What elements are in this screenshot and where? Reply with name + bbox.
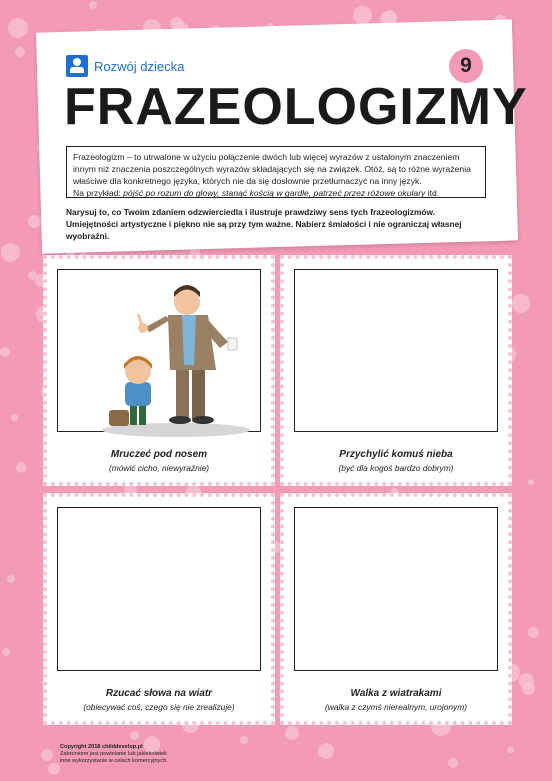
- intro-line: właściwe dla konkretnego języka, których nie da się dosłownie przetłumaczyć na inny język.: [73, 176, 422, 186]
- copyright-line: Zabronione jest powielanie lub jakiekolwiek: [60, 751, 167, 757]
- background-dot: [528, 479, 534, 485]
- background-dot: [2, 648, 10, 656]
- card-meaning: (mówić cicho, niewyraźnie): [108, 463, 210, 473]
- drawing-frame: [57, 269, 261, 432]
- copyright-note: [60, 744, 168, 765]
- copyright-line: Copyright 2018 childdevelop.pl: [60, 744, 143, 750]
- page-title: FRAZEOLOGIZMY: [64, 78, 528, 136]
- background-dot: [1, 243, 20, 262]
- background-dot: [448, 758, 458, 768]
- background-dot: [512, 294, 530, 312]
- background-dot: [15, 47, 26, 58]
- intro-example: [73, 187, 479, 198]
- background-dot: [28, 215, 41, 228]
- background-dot: [519, 673, 534, 688]
- instruction-text: Narysuj to, co Twoim zdaniem odzwierciedla i ilustruje prawdziwy sens tych frazeologizmów. Umiejętności artystyczne i piękno nie są przy tym ważne. Nabierz śmiałości i nie ograniczaj własnej wyobraźni.: [66, 207, 462, 241]
- example-text: pójść po rozum do głowy, stanąć kością w gardle, patrzeć przez różowe okulary: [123, 188, 426, 198]
- background-dot: [48, 763, 60, 775]
- background-dot: [16, 462, 26, 472]
- card-meaning: (obiecywać coś, czego się nie zrealizuje): [83, 702, 235, 712]
- drawing-frame[interactable]: [294, 269, 498, 432]
- card-3: [43, 493, 275, 725]
- card-title: Mruczeć pod nosem: [110, 449, 208, 460]
- intro-line: innym niż znaczenia poszczególnych wyrazów składających się na związek. Otóż, są to różne wyrażenia: [73, 164, 471, 174]
- background-dot: [8, 18, 28, 38]
- page-number-badge: 9: [449, 49, 483, 83]
- card-meaning: (walka z czymś nierealnym, urojonym): [325, 702, 467, 712]
- background-dot: [240, 736, 248, 744]
- copyright-line: inne wykorzystanie w celach komercyjnych.: [60, 758, 168, 764]
- background-dot: [11, 414, 18, 421]
- card-title: Przychylić komuś nieba: [339, 449, 453, 460]
- drawing-frame[interactable]: [294, 507, 498, 671]
- card-meaning: (być dla kogoś bardzo dobrym): [338, 463, 454, 473]
- card-4: [280, 493, 512, 725]
- card-1: [43, 255, 275, 486]
- card-title: Rzucać słowa na wiatr: [105, 688, 213, 699]
- background-dot: [130, 731, 139, 740]
- background-dot: [318, 743, 334, 759]
- intro-definition-box: [66, 146, 486, 198]
- card-2: [280, 255, 512, 486]
- background-dot: [528, 627, 539, 638]
- background-dot: [41, 749, 53, 761]
- example-prefix: Na przykład:: [73, 188, 124, 198]
- drawing-frame[interactable]: [57, 507, 261, 671]
- illustration-man-scolding-boy: [58, 270, 266, 437]
- background-dot: [7, 575, 15, 583]
- background-dot: [89, 1, 97, 9]
- intro-line: Frazeologizm – to utrwalone w użyciu połączenie dwóch lub więcej wyrazów z ustalonym znaczeniem: [73, 152, 460, 162]
- background-dot: [353, 6, 371, 24]
- background-dot: [0, 347, 10, 357]
- card-title: Walka z wiatrakami: [350, 688, 442, 699]
- background-dot: [285, 726, 298, 739]
- background-dot: [507, 747, 514, 754]
- brand-name: Rozwój dziecka: [94, 58, 185, 74]
- example-suffix: itd.: [425, 188, 440, 198]
